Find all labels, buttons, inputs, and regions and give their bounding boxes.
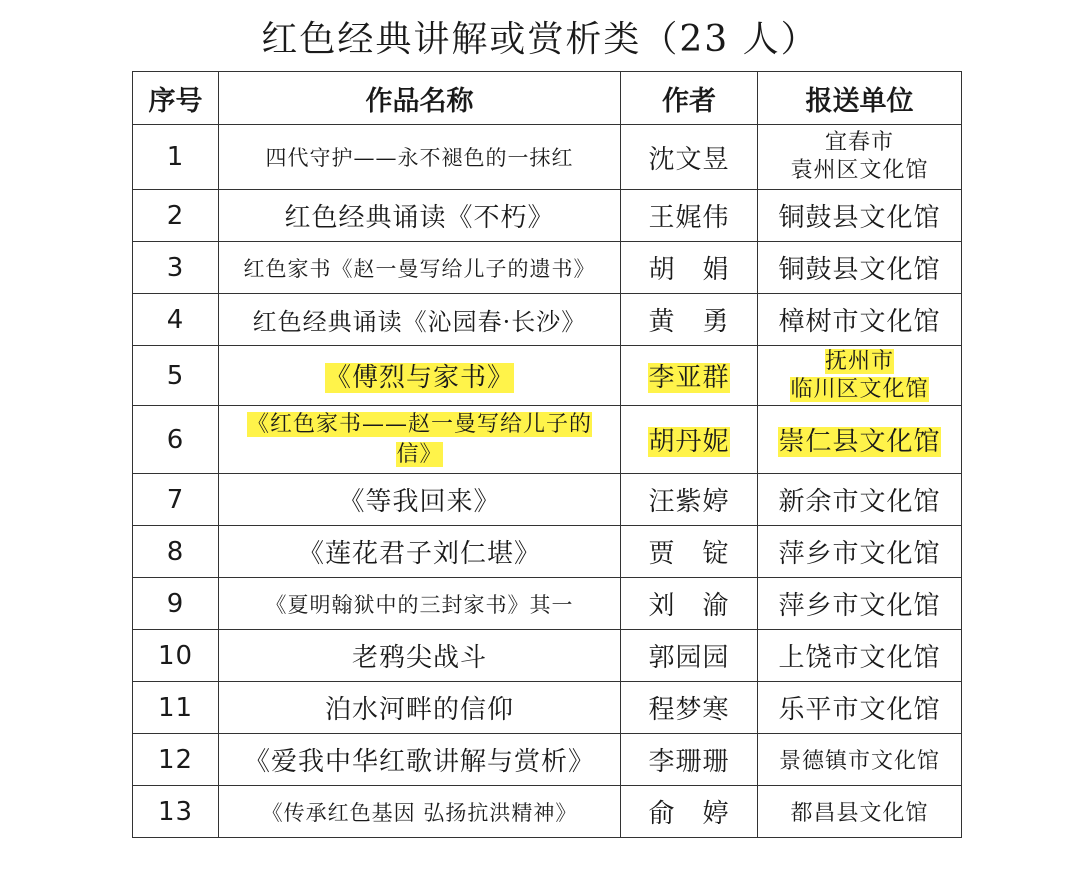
highlight-mark: 信》 — [396, 441, 443, 467]
header-seq: 序号 — [133, 72, 219, 125]
cell-unit: 景德镇市文化馆 — [758, 734, 962, 786]
cell-unit: 铜鼓县文化馆 — [758, 190, 962, 242]
highlight-mark: 李亚群 — [648, 363, 730, 393]
work-line — [219, 410, 620, 440]
cell-seq: 12 — [133, 734, 219, 786]
cell-author: 贾 锭 — [621, 526, 758, 578]
cell-work: 《传承红色基因 弘扬抗洪精神》 — [219, 786, 621, 838]
table-row — [133, 294, 962, 346]
cell-author: 程梦寒 — [621, 682, 758, 734]
cell-work: 《莲花君子刘仁堪》 — [219, 526, 621, 578]
header-unit: 报送单位 — [758, 72, 962, 125]
table-row — [133, 242, 962, 294]
table-row — [133, 786, 962, 838]
table-row — [133, 125, 962, 190]
cell-seq: 8 — [133, 526, 219, 578]
cell-unit: 都昌县文化馆 — [758, 786, 962, 838]
table-row — [133, 734, 962, 786]
cell-author: 刘 渝 — [621, 578, 758, 630]
cell-unit: 萍乡市文化馆 — [758, 526, 962, 578]
cell-unit: 铜鼓县文化馆 — [758, 242, 962, 294]
cell-author: 沈文昱 — [621, 125, 758, 190]
cell-work: 红色经典诵读《沁园春·长沙》 — [219, 294, 621, 346]
work-line — [219, 440, 620, 470]
cell-seq: 4 — [133, 294, 219, 346]
document-title: 红色经典讲解或赏析类（23 人） — [261, 19, 819, 60]
cell-unit: 新余市文化馆 — [758, 474, 962, 526]
table-row-highlighted — [133, 346, 962, 406]
header-author: 作者 — [621, 72, 758, 125]
cell-work: 红色经典诵读《不朽》 — [219, 190, 621, 242]
cell-author — [621, 406, 758, 474]
table-row — [133, 190, 962, 242]
highlight-mark: 临川区文化馆 — [790, 376, 929, 402]
table-row — [133, 630, 962, 682]
unit-line — [758, 376, 961, 404]
cell-unit — [758, 406, 962, 474]
cell-seq: 7 — [133, 474, 219, 526]
cell-unit: 樟树市文化馆 — [758, 294, 962, 346]
table-row — [133, 578, 962, 630]
cell-seq: 10 — [133, 630, 219, 682]
cell-unit: 萍乡市文化馆 — [758, 578, 962, 630]
cell-author: 李珊珊 — [621, 734, 758, 786]
unit-line: 宜春市 — [824, 130, 894, 155]
cell-unit: 上饶市文化馆 — [758, 630, 962, 682]
cell-author: 俞 婷 — [621, 786, 758, 838]
cell-work: 泊水河畔的信仰 — [219, 682, 621, 734]
cell-author: 胡 娟 — [621, 242, 758, 294]
highlight-mark: 《红色家书——赵一曼写给儿子的 — [246, 411, 592, 437]
unit-line: 袁州区文化馆 — [790, 158, 929, 183]
table-row-highlighted — [133, 406, 962, 474]
header-work: 作品名称 — [219, 72, 621, 125]
cell-seq: 2 — [133, 190, 219, 242]
cell-author: 王娓伟 — [621, 190, 758, 242]
cell-author: 郭园园 — [621, 630, 758, 682]
unit-line — [758, 348, 961, 376]
cell-work — [219, 346, 621, 406]
cell-seq: 13 — [133, 786, 219, 838]
highlight-mark: 抚州市 — [824, 348, 894, 374]
cell-seq: 6 — [133, 406, 219, 474]
table-header-row — [133, 72, 962, 125]
cell-unit: 乐平市文化馆 — [758, 682, 962, 734]
cell-work — [219, 406, 621, 474]
cell-seq: 5 — [133, 346, 219, 406]
cell-unit — [758, 125, 962, 190]
highlight-mark: 胡丹妮 — [648, 427, 730, 457]
table-row — [133, 474, 962, 526]
cell-seq: 11 — [133, 682, 219, 734]
cell-work: 四代守护——永不褪色的一抹红 — [219, 125, 621, 190]
table-row — [133, 682, 962, 734]
cell-seq: 9 — [133, 578, 219, 630]
cell-author: 汪紫婷 — [621, 474, 758, 526]
cell-work: 老鸦尖战斗 — [219, 630, 621, 682]
table-row — [133, 526, 962, 578]
cell-seq: 1 — [133, 125, 219, 190]
cell-work: 《等我回来》 — [219, 474, 621, 526]
highlight-mark: 《傅烈与家书》 — [324, 363, 514, 393]
cell-author — [621, 346, 758, 406]
cell-seq: 3 — [133, 242, 219, 294]
highlight-mark: 崇仁县文化馆 — [778, 427, 941, 457]
cell-author: 黄 勇 — [621, 294, 758, 346]
award-table — [132, 71, 962, 838]
cell-work: 《爱我中华红歌讲解与赏析》 — [219, 734, 621, 786]
cell-work: 《夏明翰狱中的三封家书》其一 — [219, 578, 621, 630]
cell-unit — [758, 346, 962, 406]
cell-work: 红色家书《赵一曼写给儿子的遗书》 — [219, 242, 621, 294]
